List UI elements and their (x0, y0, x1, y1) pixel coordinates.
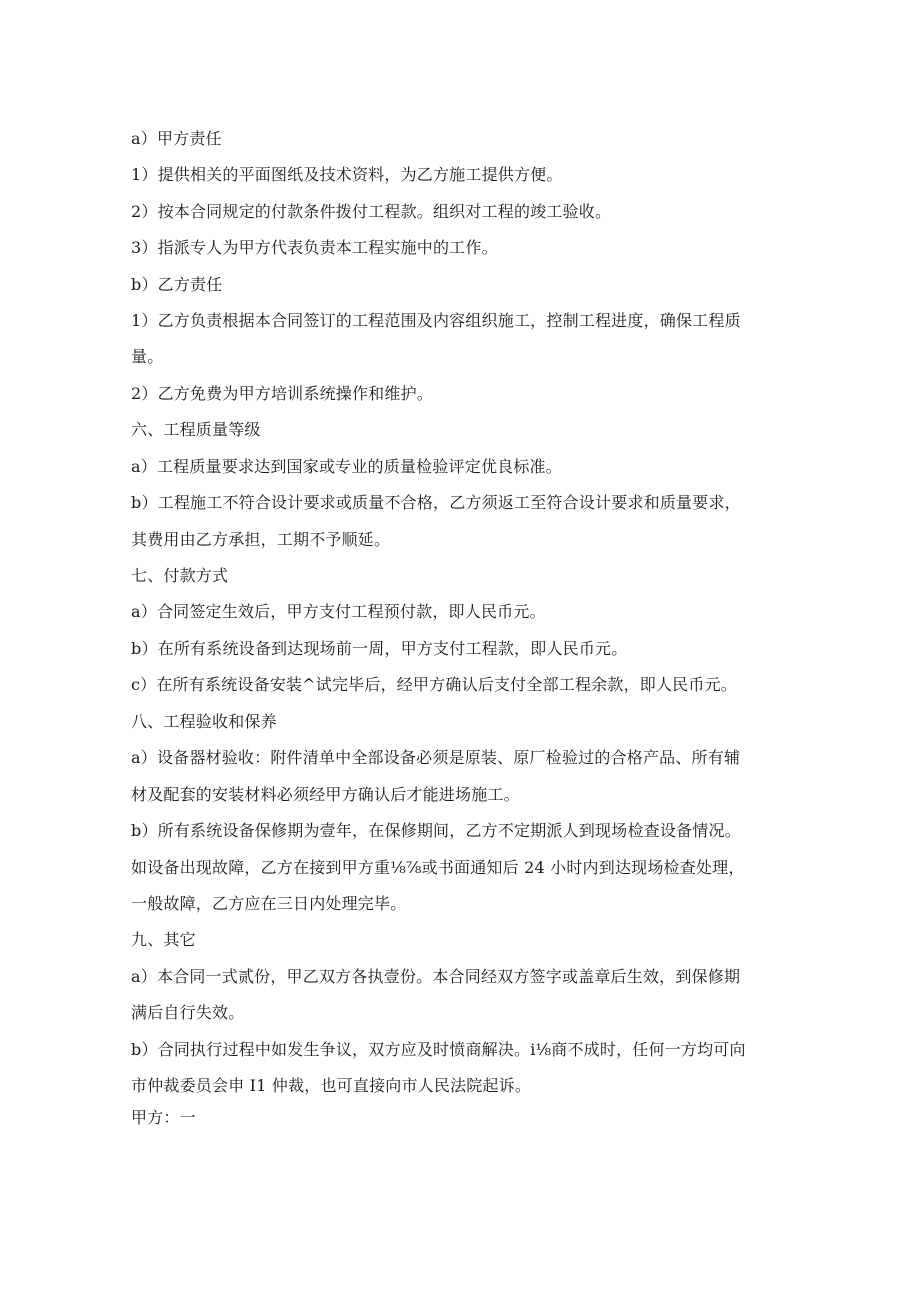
payment-item-a: a）合同签定生效后，甲方支付工程预付款，即人民币元。 (131, 602, 546, 621)
quality-item-b: b）工程施工不符合设计要求或质量不合格，乙方须返工至符合设计要求和质量要求， (131, 493, 741, 512)
heading-other: 九、其它 (131, 930, 196, 949)
other-item-a-cont: 满后自行失效。 (131, 1003, 245, 1022)
quality-item-a: a）工程质量要求达到国家或专业的质量检验评定优良标准。 (131, 457, 562, 476)
acceptance-item-a: a）设备器材验收：附件清单中全部设备必须是原装、原厂检验过的合格产品、所有辅 (131, 748, 741, 767)
party-b-item-1-cont: 量。 (131, 347, 164, 366)
payment-item-b: b）在所有系统设备到达现场前一周，甲方支付工程款，即人民币元。 (131, 639, 628, 658)
acceptance-item-b: b）所有系统设备保修期为壹年，在保修期间，乙方不定期派人到现场检查设备情况。 (131, 821, 741, 840)
heading-payment-method: 七、付款方式 (131, 566, 229, 585)
other-item-b: b）合同执行过程中如发生争议，双方应及时愤商解决。i⅛商不成时，任何一方均可向 (131, 1040, 746, 1059)
party-a-item-3: 3）指派专人为甲方代表负责本工程实施中的工作。 (131, 238, 498, 257)
acceptance-item-b-cont-2: 一般故障，乙方应在三日内处理完毕。 (131, 894, 407, 913)
acceptance-item-b-cont-1: 如设备出现故障，乙方在接到甲方重⅛⅞或书面通知后 24 小时内到达现场检查处理， (131, 858, 745, 877)
party-b-item-1: 1）乙方负责根据本合同签订的工程范围及内容组织施工，控制工程进度，确保工程质 (131, 311, 741, 330)
other-item-a: a）本合同一式贰份，甲乙双方各执壹份。本合同经双方签字或盖章后生效，到保修期 (131, 967, 741, 986)
quality-item-b-cont: 其费用由乙方承担，工期不予顺延。 (131, 530, 391, 549)
party-a-item-2: 2）按本合同规定的付款条件拨付工程款。组织对工程的竣工验收。 (131, 202, 612, 221)
party-a-signature-label: 甲方：一 (131, 1108, 196, 1127)
party-a-item-1: 1）提供相关的平面图纸及技术资料，为乙方施工提供方便。 (131, 165, 563, 184)
heading-quality-level: 六、工程质量等级 (131, 420, 261, 439)
section-a-party-a-responsibility: a）甲方责任 (131, 129, 222, 148)
acceptance-item-a-cont: 材及配套的安装材料必须经甲方确认后才能进场施工。 (131, 785, 520, 804)
payment-item-c: c）在所有系统设备安装^试完毕后，经甲方确认后支付全部工程余款，即人民币元。 (131, 675, 737, 694)
heading-acceptance-maintenance: 八、工程验收和保养 (131, 712, 277, 731)
section-b-party-b-responsibility: b）乙方责任 (131, 275, 223, 294)
other-item-b-cont: 市仲裁委员会申 I1 仲裁，也可直接向市人民法院起诉。 (131, 1076, 532, 1095)
party-b-item-2: 2）乙方免费为甲方培训系统操作和维护。 (131, 384, 433, 403)
